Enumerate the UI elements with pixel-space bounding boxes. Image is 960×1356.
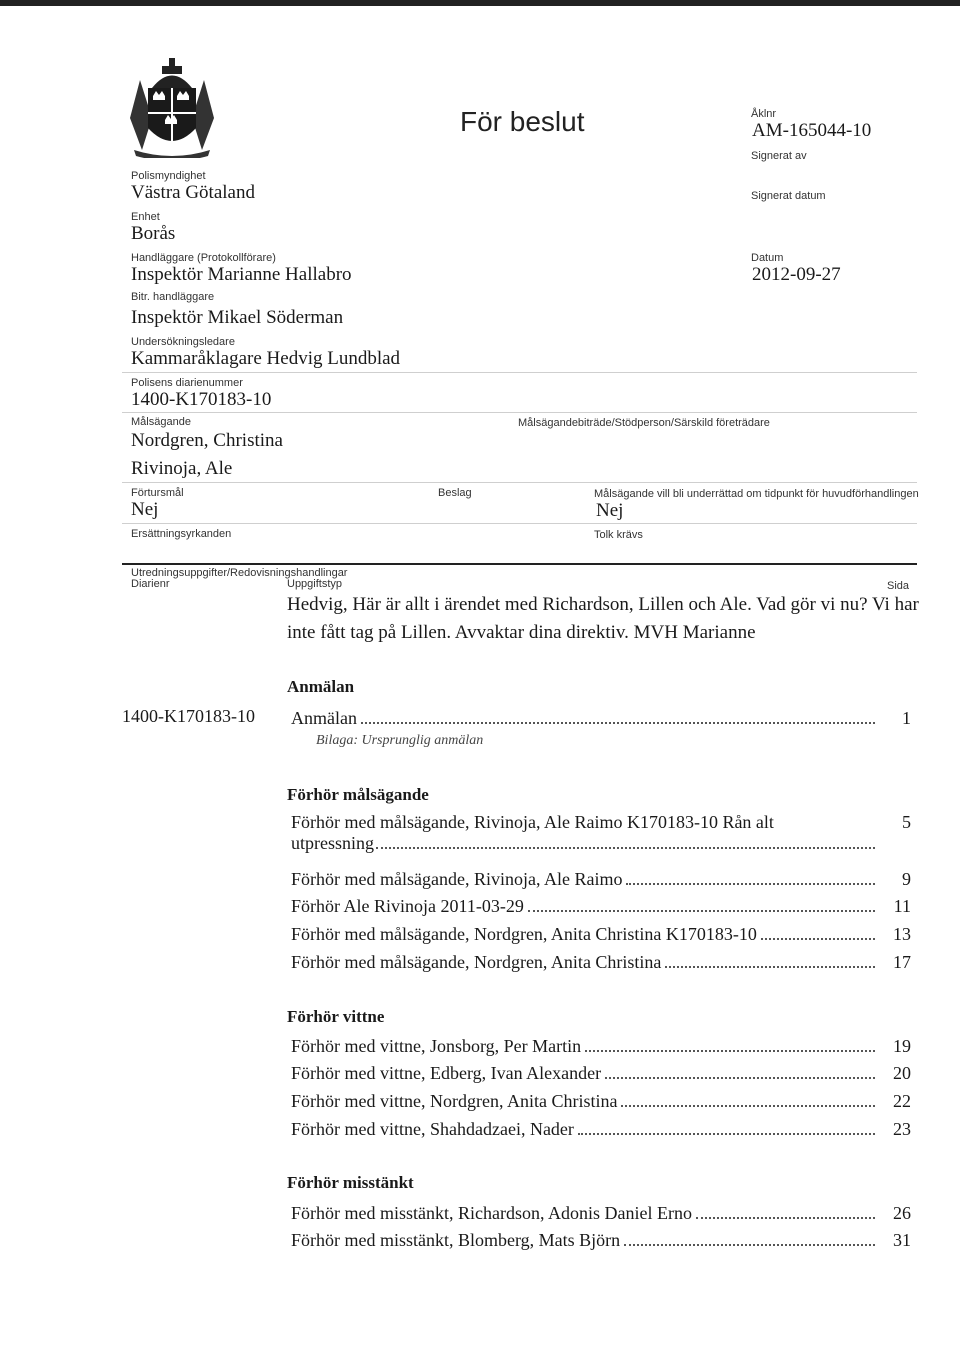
toc-page-number: 19 — [893, 1036, 911, 1056]
handlaggare-value: Inspektör Marianne Hallabro — [131, 264, 352, 285]
dot-leader — [665, 965, 875, 968]
toc-item[interactable] — [291, 1227, 911, 1251]
divider — [122, 412, 917, 413]
diarienummer-value: 1400-K170183-10 — [131, 389, 272, 410]
toc-item[interactable] — [291, 949, 911, 973]
malsagande-name: Rivinoja, Ale — [131, 458, 233, 479]
toc-item[interactable] — [291, 812, 911, 862]
datum-value: 2012-09-27 — [752, 264, 841, 285]
section-heading-forhor-misstankt: Förhör misstänkt — [287, 1173, 414, 1192]
toc-item-text: Förhör med misstänkt, Blomberg, Mats Björn — [291, 1230, 621, 1250]
dot-leader — [361, 721, 875, 724]
handlaggare-label: Handläggare (Protokollförare) — [131, 252, 276, 264]
section-heading-forhor-malsagande: Förhör målsägande — [287, 785, 429, 804]
toc-page-number: 11 — [893, 896, 911, 916]
toc-page-number: 5 — [902, 812, 911, 832]
toc-item-text: Förhör med vittne, Edberg, Ivan Alexander — [291, 1063, 602, 1083]
diarienummer-label: Polisens diarienummer — [131, 377, 243, 389]
dot-leader — [585, 1049, 875, 1052]
malsagande-label: Målsägande — [131, 416, 191, 428]
toc-page-number: 23 — [893, 1119, 911, 1139]
toc-item-text: Förhör med målsägande, Rivinoja, Ale Raimo — [291, 869, 623, 889]
toc-item[interactable] — [291, 893, 911, 917]
enhet-value: Borås — [131, 223, 176, 244]
underrattad-label: Målsägande vill bli underrättad om tidpunkt för huvudförhandlingen — [594, 488, 919, 500]
beslag-label: Beslag — [438, 487, 472, 499]
aklnr-value: AM-165044-10 — [752, 120, 872, 141]
aklnr-label: Åklnr — [751, 108, 777, 120]
note-line-2: inte fått tag på Lillen. Avvaktar dina direktiv. MVH Marianne — [287, 622, 756, 643]
toc-item[interactable] — [291, 866, 911, 890]
toc-page-number: 22 — [893, 1091, 911, 1111]
divider — [122, 482, 917, 483]
toc-item-text: Förhör med vittne, Nordgren, Anita Christina — [291, 1091, 618, 1111]
section-rule — [122, 563, 917, 565]
datum-label: Datum — [751, 252, 784, 264]
toc-item[interactable] — [291, 1200, 911, 1224]
toc-item-text: Förhör med misstänkt, Richardson, Adonis Daniel Erno — [291, 1203, 692, 1223]
malsagande-name: Nordgren, Christina — [131, 430, 283, 451]
note-line-1: Hedvig, Här är allt i ärendet med Richardson, Lillen och Ale. Vad gör vi nu? Vi har — [287, 594, 919, 615]
undersokningsledare-value: Kammaråklagare Hedvig Lundblad — [131, 348, 401, 369]
dot-leader — [528, 909, 875, 912]
toc-item[interactable] — [291, 1116, 911, 1140]
toc-item-text: Förhör med vittne, Shahdadzaei, Nader — [291, 1119, 574, 1139]
toc-page-number: 20 — [893, 1063, 911, 1083]
enhet-label: Enhet — [131, 211, 160, 223]
forturs-label: Förtursmål — [131, 487, 184, 499]
dot-leader — [696, 1216, 875, 1219]
toc-page-number: 1 — [902, 708, 911, 728]
toc-item-text-continued: utpressning — [291, 833, 374, 853]
top-scan-border — [0, 0, 960, 6]
toc-item[interactable] — [291, 1088, 911, 1112]
dot-leader — [624, 1243, 875, 1246]
utredning-label: Utredningsuppgifter/Redovisningshandlingar — [131, 567, 348, 579]
dot-leader — [761, 937, 875, 940]
page-title: För beslut — [460, 106, 585, 137]
police-coat-of-arms-icon — [122, 58, 222, 158]
col-diarienr: Diarienr — [131, 578, 170, 590]
attachment-note: Bilaga: Ursprunglig anmälan — [316, 733, 484, 748]
ersattning-label: Ersättningsyrkanden — [131, 528, 232, 540]
toc-item-text: Förhör med vittne, Jonsborg, Per Martin — [291, 1036, 582, 1056]
toc-item-text: Förhör med målsägande, Nordgren, Anita Christina K170183-10 — [291, 924, 757, 944]
toc-item-text: Förhör Ale Rivinoja 2011-03-29 — [291, 896, 524, 916]
toc-page-number: 9 — [902, 869, 911, 889]
underrattad-value: Nej — [596, 500, 624, 521]
toc-item-text: Anmälan — [291, 708, 357, 728]
toc-page-number: 13 — [893, 924, 911, 944]
dot-leader — [605, 1076, 875, 1079]
dot-leader — [621, 1104, 875, 1107]
polismyndighet-label: Polismyndighet — [131, 170, 206, 182]
tolk-label: Tolk krävs — [594, 529, 643, 541]
toc-page-number: 26 — [893, 1203, 911, 1223]
divider — [122, 372, 917, 373]
undersokningsledare-label: Undersökningsledare — [131, 336, 235, 348]
signerat-datum-label: Signerat datum — [751, 190, 826, 202]
bitr-handlaggare-value: Inspektör Mikael Söderman — [131, 307, 344, 328]
diarienr-value: 1400-K170183-10 — [122, 706, 255, 726]
polismyndighet-value: Västra Götaland — [131, 182, 255, 203]
section-heading-forhor-vittne: Förhör vittne — [287, 1007, 385, 1026]
bitr-handlaggare-label: Bitr. handläggare — [131, 291, 215, 303]
section-heading-anmalan: Anmälan — [287, 677, 355, 696]
toc-item-text: Förhör med målsägande, Rivinoja, Ale Raimo K170183-10 Rån alt — [291, 812, 774, 832]
toc-page-number: 17 — [893, 952, 911, 972]
col-sida: Sida — [887, 580, 910, 592]
signerat-av-label: Signerat av — [751, 150, 807, 162]
dot-leader — [578, 1132, 875, 1135]
toc-item-text: Förhör med målsägande, Nordgren, Anita Christina — [291, 952, 662, 972]
toc-item[interactable] — [291, 1060, 911, 1084]
toc-item[interactable] — [291, 921, 911, 945]
col-uppgiftstyp: Uppgiftstyp — [287, 578, 343, 590]
dot-leader — [626, 882, 875, 885]
forturs-value: Nej — [131, 499, 159, 520]
dot-leader — [376, 846, 875, 849]
stodperson-label: Målsägandebiträde/Stödperson/Särskild företrädare — [518, 417, 770, 429]
toc-item[interactable] — [291, 705, 911, 729]
toc-page-number: 31 — [893, 1230, 911, 1250]
toc-item[interactable] — [291, 1033, 911, 1057]
divider — [122, 523, 917, 524]
